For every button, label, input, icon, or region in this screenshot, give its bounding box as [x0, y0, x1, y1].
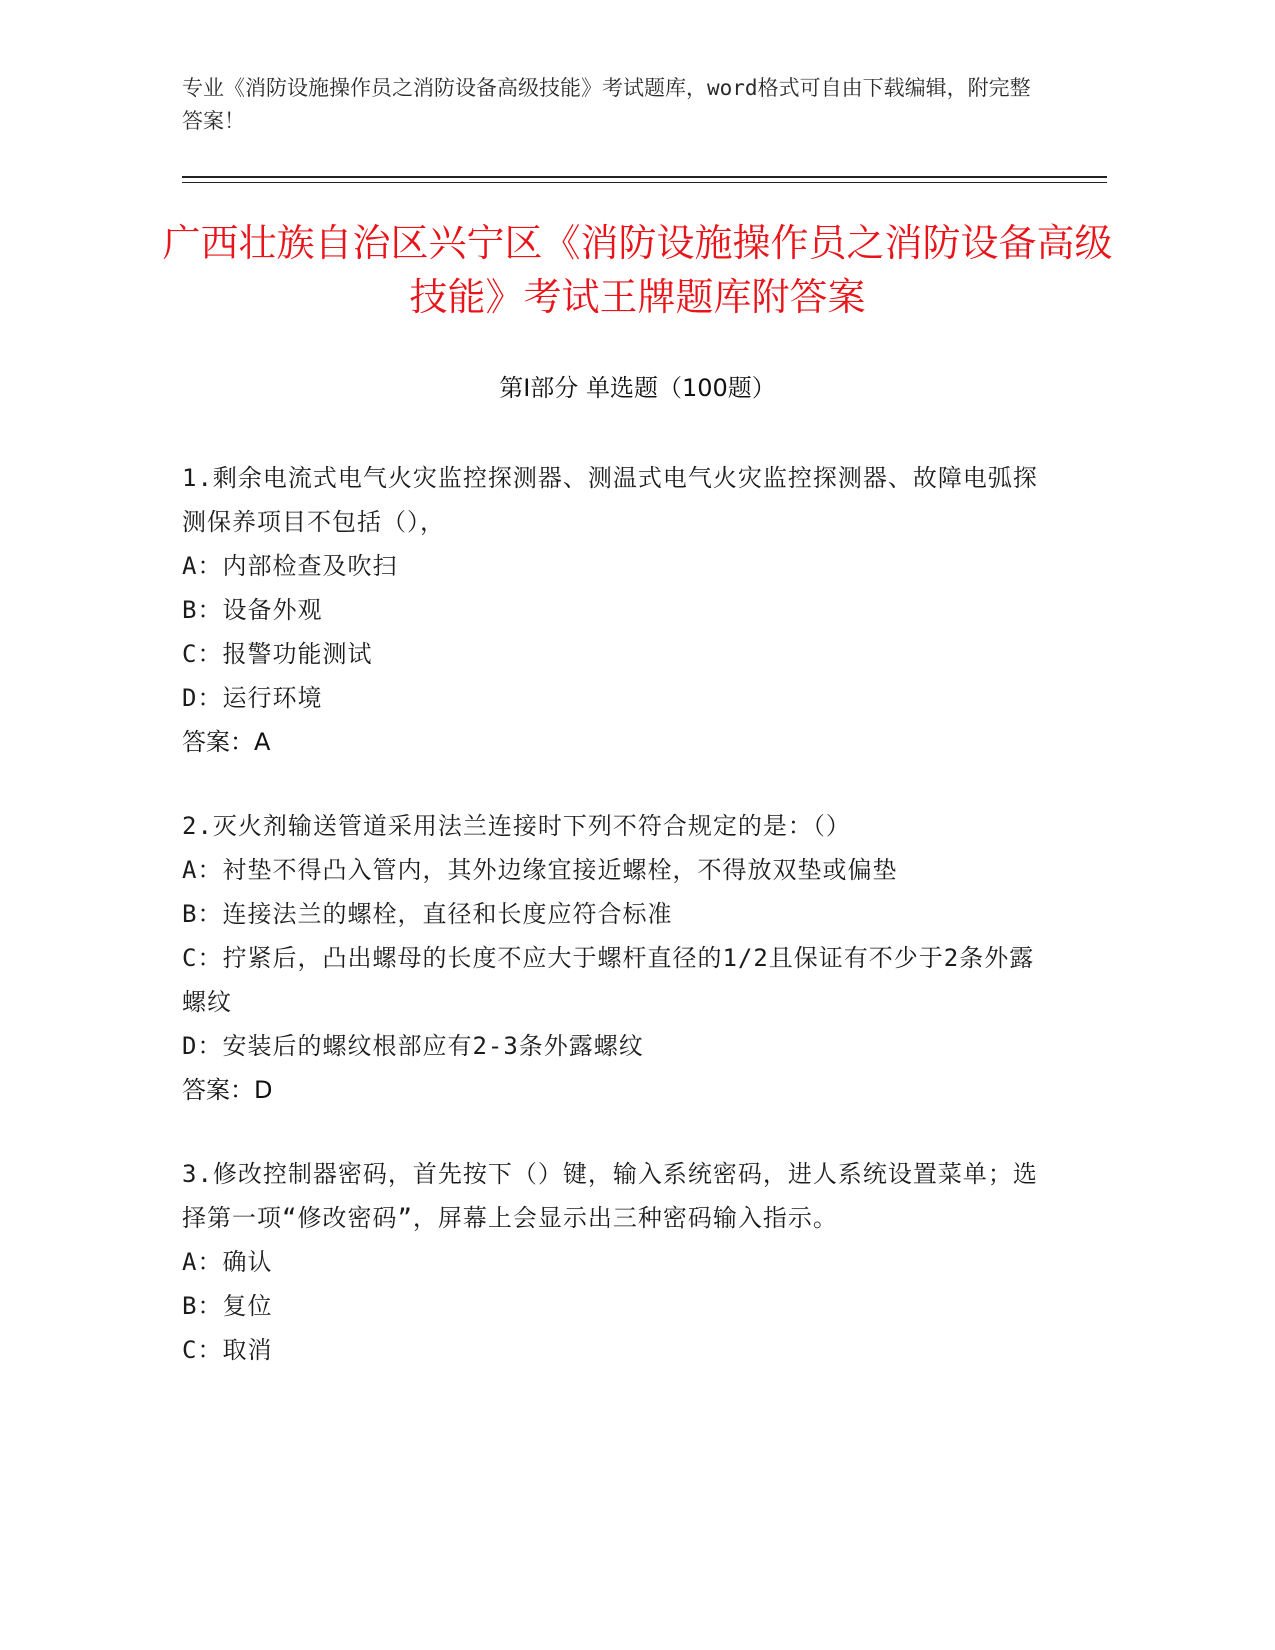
option-b: B：设备外观 [182, 596, 323, 624]
option-d: D：安装后的螺纹根部应有2-3条外露螺纹 [182, 1032, 644, 1060]
option-c: C：取消 [182, 1336, 273, 1364]
question-3 [182, 1152, 1042, 1372]
option-a: A：确认 [182, 1248, 273, 1276]
answer: 答案：A [182, 728, 271, 756]
section-heading: 第Ⅰ部分 单选题（100题） [499, 374, 776, 402]
question-2 [182, 804, 1042, 1112]
document-title: 广西壮族自治区兴宁区《消防设施操作员之消防设备高级技能》考试王牌题库附答案 [162, 221, 1113, 319]
option-a: A：衬垫不得凸入管内，其外边缘宜接近螺栓，不得放双垫或偏垫 [182, 856, 898, 884]
header-rule-thin [182, 182, 1107, 183]
question-1 [182, 456, 1042, 764]
option-d: D：运行环境 [182, 684, 323, 712]
question-list [182, 456, 1042, 1412]
header-note: 专业《消防设施操作员之消防设备高级技能》考试题库，word格式可自由下载编辑，附完整答案！ [182, 76, 1031, 133]
option-c: C：报警功能测试 [182, 640, 373, 668]
option-a: A：内部检查及吹扫 [182, 552, 398, 580]
question-text: 3.修改控制器密码，首先按下（）键，输入系统密码，进人系统设置菜单；选择第一项“修改密码”，屏幕上会显示出三种密码输入指示。 [182, 1160, 1038, 1232]
header-rule-thick [182, 176, 1107, 178]
answer: 答案：D [182, 1076, 273, 1104]
question-text: 1.剩余电流式电气火灾监控探测器、测温式电气火灾监控探测器、故障电弧探测保养项目不包括（）， [182, 464, 1038, 536]
option-b: B：连接法兰的螺栓，直径和长度应符合标准 [182, 900, 673, 928]
option-c: C：拧紧后，凸出螺母的长度不应大于螺杆直径的1/2且保证有不少于2条外露螺纹 [182, 944, 1035, 1016]
question-text: 2.灭火剂输送管道采用法兰连接时下列不符合规定的是：（） [182, 812, 851, 840]
option-b: B：复位 [182, 1292, 273, 1320]
